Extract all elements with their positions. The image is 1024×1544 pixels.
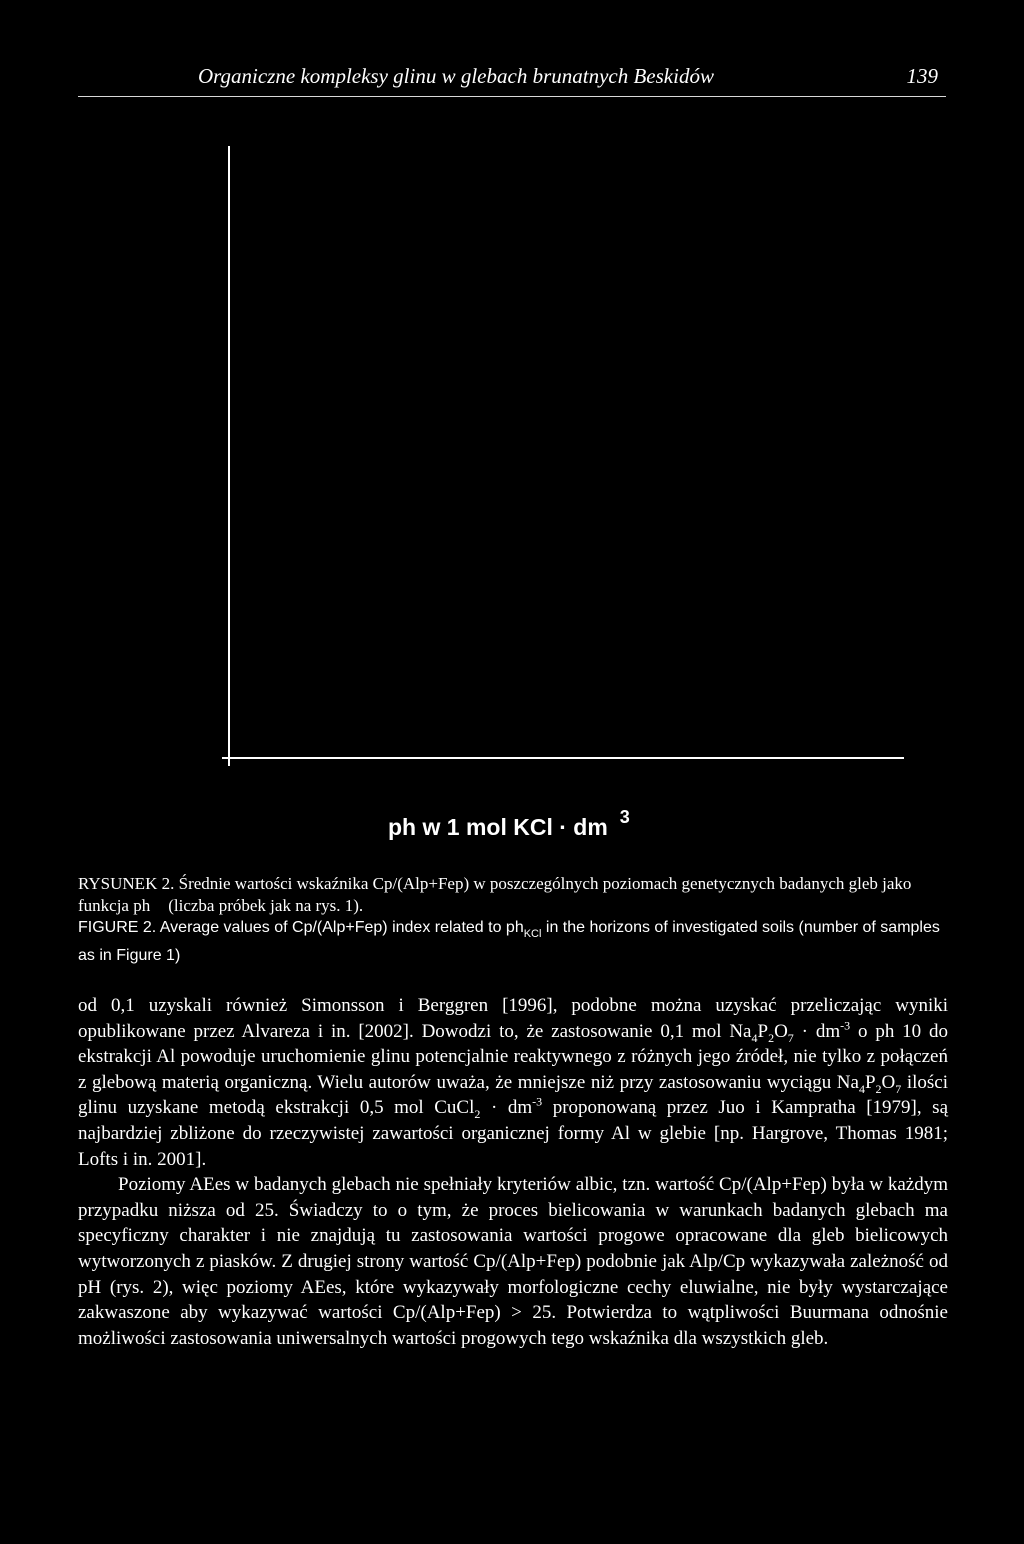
x-axis-label bbox=[388, 807, 630, 841]
running-title: Organiczne kompleksy glinu w glebach brunatnych Beskidów bbox=[198, 64, 714, 88]
x-axis-label-exponent: 3 bbox=[619, 807, 630, 827]
body-text bbox=[78, 993, 948, 1351]
page-number: 139 bbox=[906, 64, 938, 88]
caption-en-subscript: KCl bbox=[523, 928, 542, 940]
caption-en-label: FIGURE 2. bbox=[78, 919, 157, 936]
caption-pl-text-b: (liczba próbek jak na rys. 1). bbox=[168, 896, 364, 915]
paragraph-2: Poziomy AEes w badanych glebach nie spełniały kryteriów albic, tzn. wartość Cp/(Alp+Fep) była w każdym przypadku niższa od 25. Świadczy to o tym, że proces bielicowania w warunkach badanych glebach ma specyficzny charakter i nie znajdują tu zastosowania wartości progowe opracowane dla gleb bielicowych wytworzonych z piasków. Z drugiej strony wartość Cp/(Alp+Fep) podobnie jak Alp/Cp wykazywała zależność od pH (rys. 2), więc poziomy AEes, które wykazywały morfologiczne cechy eluwialne, nie były wystarczające zakwaszone aby wykazywać wartości Cp/(Alp+Fep) > 25. Potwierdza to wątpliwości Buurmana odnośnie możliwości zastosowania uniwersalnych wartości progowych tego wskaźnika dla wszystkich gleb. bbox=[78, 1174, 948, 1349]
figure-caption bbox=[78, 873, 948, 967]
x-axis-label-text: ph w 1 mol KCl · dm bbox=[388, 814, 608, 840]
caption-english bbox=[78, 917, 948, 967]
caption-polish bbox=[78, 873, 948, 917]
caption-pl-text-a: Średnie wartości wskaźnika Cp/(Alp+Fep) w poszczególnych poziomach genetycznych badanych gleb jako funkcja ph bbox=[78, 874, 912, 915]
caption-en-text-b: in the horizons of investigated soils (number of samples as in Figure 1) bbox=[78, 919, 940, 964]
caption-pl-label: RYSUNEK 2. bbox=[78, 874, 175, 893]
paragraph-1: od 0,1 uzyskali również Simonsson i Berggren [1996], podobne można uzyskać przeliczając wyniki opublikowane przez Alvareza i in. [2002]. Dowodzi to, że zastosowanie 0,1 mol $Na_4P_2O_7 \cdot dm^{-3}$ o ph 10 do ekstrakcji Al powoduje uruchomienie glinu potencjalnie reaktywnego z różnych jego źródeł, nie tylko z połączeń z glebową materią organiczną. Wielu autorów uważa, że mniejsze niż przy zastosowaniu wyciągu $Na_4P_2O_7$ ilości glinu uzyskane metodą ekstrakcji 0,5 mol CuCl$_2$ · $dm^{-3}$ proponowaną przez Juo i Kampratha [1979], są najbardziej zbliżone do rzeczywistej zawartości organicznej formy Al w glebie [np. Hargrove, Thomas 1981; Lofts i in. 2001]. bbox=[78, 995, 949, 1170]
caption-en-text-a: Average values of Cp/(Alp+Fep) index related to ph bbox=[159, 919, 524, 936]
